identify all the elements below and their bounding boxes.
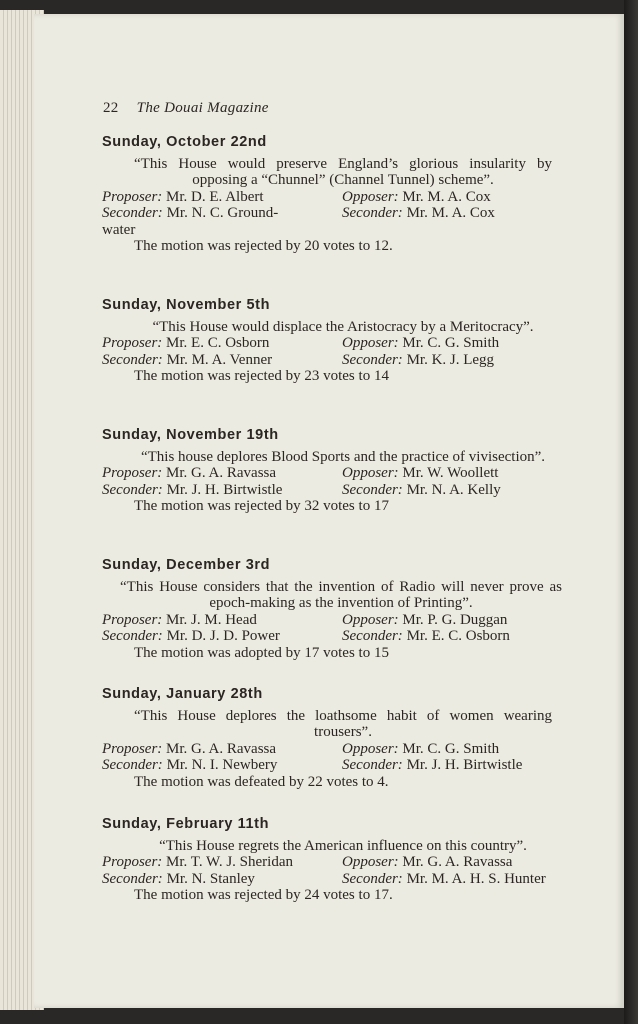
- proposer-name: Mr. D. E. Albert: [166, 188, 264, 205]
- proposer-label: Proposer:: [102, 335, 163, 351]
- debate-entry: [102, 427, 562, 515]
- debate-motion: “This House regrets the American influence on this country”.: [159, 837, 527, 854]
- proposer-row: [102, 335, 562, 352]
- seconder-row: [102, 757, 562, 774]
- debate-entry: [102, 297, 562, 385]
- opposer-name: Mr. W. Woollett: [402, 465, 499, 481]
- seconder-label: Seconder:: [102, 351, 163, 368]
- proposer-seconder-name: Mr. N. Stanley: [166, 870, 255, 887]
- debate-result: The motion was rejected by 20 votes to 12.: [134, 238, 393, 254]
- debate-motion: “This House deplores the loathsome habit of women wearing trousers”.: [134, 707, 552, 740]
- seconder-label: Seconder:: [342, 205, 403, 221]
- debate-entry: [102, 134, 562, 255]
- seconder-row: [102, 871, 562, 888]
- proposer-row: [102, 189, 562, 206]
- debate-date: Sunday, October 22nd: [102, 134, 267, 150]
- opposer-name: Mr. C. G. Smith: [402, 335, 500, 351]
- seconder-row: [102, 352, 562, 369]
- debate-result: The motion was adopted by 17 votes to 15: [134, 644, 389, 661]
- proposer-row: [102, 465, 562, 482]
- opposer-label: Opposer:: [342, 465, 399, 481]
- opposer-label: Opposer:: [342, 335, 399, 351]
- proposer-name: Mr. G. A. Ravassa: [166, 465, 277, 481]
- opposer-seconder-name: Mr. M. A. Cox: [406, 205, 495, 221]
- seconder-label: Seconder:: [342, 870, 403, 887]
- proposer-seconder-name: Mr. D. J. D. Power: [166, 628, 280, 644]
- proposer-row: [102, 854, 562, 871]
- proposer-label: Proposer:: [102, 854, 163, 870]
- binding-edge: [624, 0, 638, 1024]
- seconder-row: [102, 628, 562, 645]
- proposer-seconder-name: Mr. N. I. Newbery: [166, 757, 278, 773]
- debate-date: Sunday, December 3rd: [102, 557, 271, 573]
- proposer-seconder-name: Mr. N. C. Ground-water: [102, 205, 279, 238]
- proposer-seconder-name: Mr. M. A. Venner: [166, 351, 273, 368]
- proposer-name: Mr. G. A. Ravassa: [166, 740, 277, 757]
- opposer-name: Mr. M. A. Cox: [402, 188, 491, 205]
- debate-date: Sunday, November 5th: [102, 297, 271, 313]
- opposer-name: Mr. G. A. Ravassa: [402, 854, 513, 870]
- opposer-seconder-name: Mr. N. A. Kelly: [406, 481, 501, 498]
- debate-motion: “This House would displace the Aristocracy by a Meritocracy”.: [152, 318, 534, 335]
- opposer-seconder-name: Mr. K. J. Legg: [406, 351, 495, 368]
- debate-entry: [102, 816, 562, 904]
- debate-date: Sunday, February 11th: [102, 816, 270, 832]
- opposer-seconder-name: Mr. E. C. Osborn: [406, 628, 510, 644]
- proposer-label: Proposer:: [102, 611, 163, 628]
- seconder-row: [102, 482, 562, 499]
- opposer-label: Opposer:: [342, 188, 399, 205]
- proposer-row: [102, 612, 562, 629]
- seconder-label: Seconder:: [102, 205, 163, 221]
- proposer-label: Proposer:: [102, 465, 163, 481]
- seconder-label: Seconder:: [342, 628, 403, 644]
- debate-entry: [102, 686, 562, 790]
- debate-motion: “This House considers that the invention of Radio will never prove as epoch-making as the invention of Printing”.: [120, 578, 562, 611]
- debate-result: The motion was rejected by 23 votes to 14: [134, 368, 389, 384]
- proposer-seconder-name: Mr. J. H. Birtwistle: [166, 481, 283, 498]
- opposer-seconder-name: Mr. M. A. H. S. Hunter: [406, 870, 546, 887]
- opposer-label: Opposer:: [342, 854, 399, 870]
- debate-result: The motion was rejected by 24 votes to 17.: [134, 887, 393, 903]
- seconder-label: Seconder:: [102, 870, 163, 887]
- opposer-label: Opposer:: [342, 740, 399, 757]
- page-number: 22: [103, 100, 119, 116]
- proposer-name: Mr. J. M. Head: [166, 611, 257, 628]
- seconder-label: Seconder:: [102, 628, 163, 644]
- seconder-label: Seconder:: [342, 481, 403, 498]
- proposer-label: Proposer:: [102, 188, 163, 205]
- debate-motion: “This house deplores Blood Sports and the practice of vivisection”.: [140, 448, 546, 465]
- opposer-label: Opposer:: [342, 611, 399, 628]
- opposer-name: Mr. C. G. Smith: [402, 740, 500, 757]
- proposer-name: Mr. E. C. Osborn: [166, 335, 270, 351]
- opposer-seconder-name: Mr. J. H. Birtwistle: [406, 757, 523, 773]
- seconder-label: Seconder:: [342, 757, 403, 773]
- debate-date: Sunday, November 19th: [102, 427, 279, 443]
- opposer-name: Mr. P. G. Duggan: [402, 611, 508, 628]
- debate-entry: [102, 557, 562, 661]
- proposer-name: Mr. T. W. J. Sheridan: [166, 854, 293, 870]
- seconder-row: [102, 205, 562, 238]
- magazine-title: The Douai Magazine: [136, 100, 269, 116]
- seconder-label: Seconder:: [342, 351, 403, 368]
- debate-result: The motion was defeated by 22 votes to 4.: [134, 773, 389, 790]
- seconder-label: Seconder:: [102, 757, 163, 773]
- running-header: [103, 100, 269, 117]
- proposer-row: [102, 741, 562, 758]
- seconder-label: Seconder:: [102, 481, 163, 498]
- proposer-label: Proposer:: [102, 740, 163, 757]
- debate-date: Sunday, January 28th: [102, 686, 263, 702]
- debate-result: The motion was rejected by 32 votes to 17: [134, 498, 389, 514]
- debate-motion: “This House would preserve England’s glorious insularity by opposing a “Chunnel” (Channel Tunnel) scheme”.: [134, 155, 552, 188]
